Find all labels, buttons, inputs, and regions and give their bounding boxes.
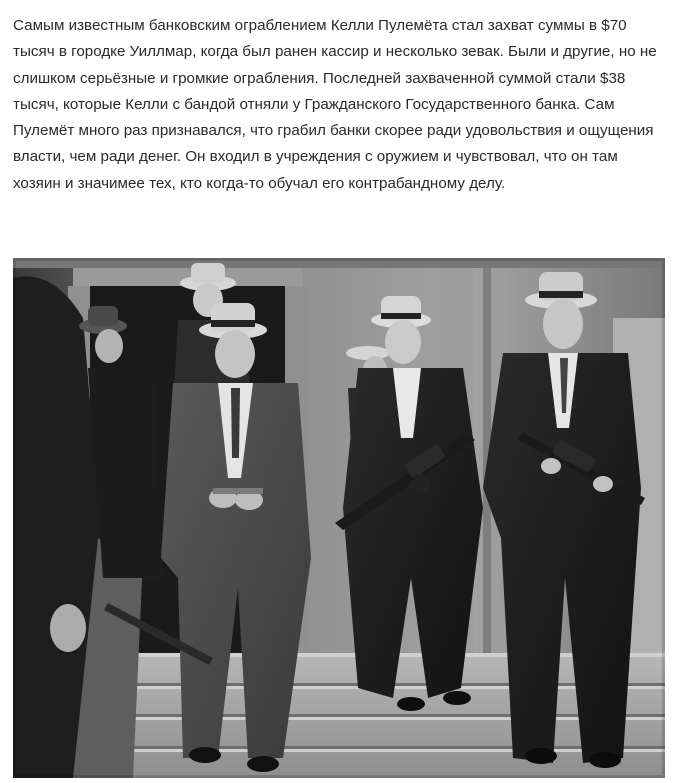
photo-illustration — [13, 258, 665, 778]
historical-photo — [13, 258, 665, 778]
article-paragraph: Самым известным банковским ограблением Келли Пулемёта стал захват суммы в $70 тысяч в городке Уиллмар, когда был ранен кассир и несколько зевак. Были и другие, но не слишком серьёзные и громкие ограбления. Последней захваченной суммой стали $38 тысяч, которые Келли с бандой отняли у Гражданского Государственного банка. Сам Пулемёт много раз признавался, что грабил банки скорее ради удовольствия и ощущения власти, чем ради денег. Он входил в учреждения с оружием и чувствовал, что он там хозяин и значимее тех, кто когда-то обучал его контрабандному делу. — [13, 17, 657, 192]
